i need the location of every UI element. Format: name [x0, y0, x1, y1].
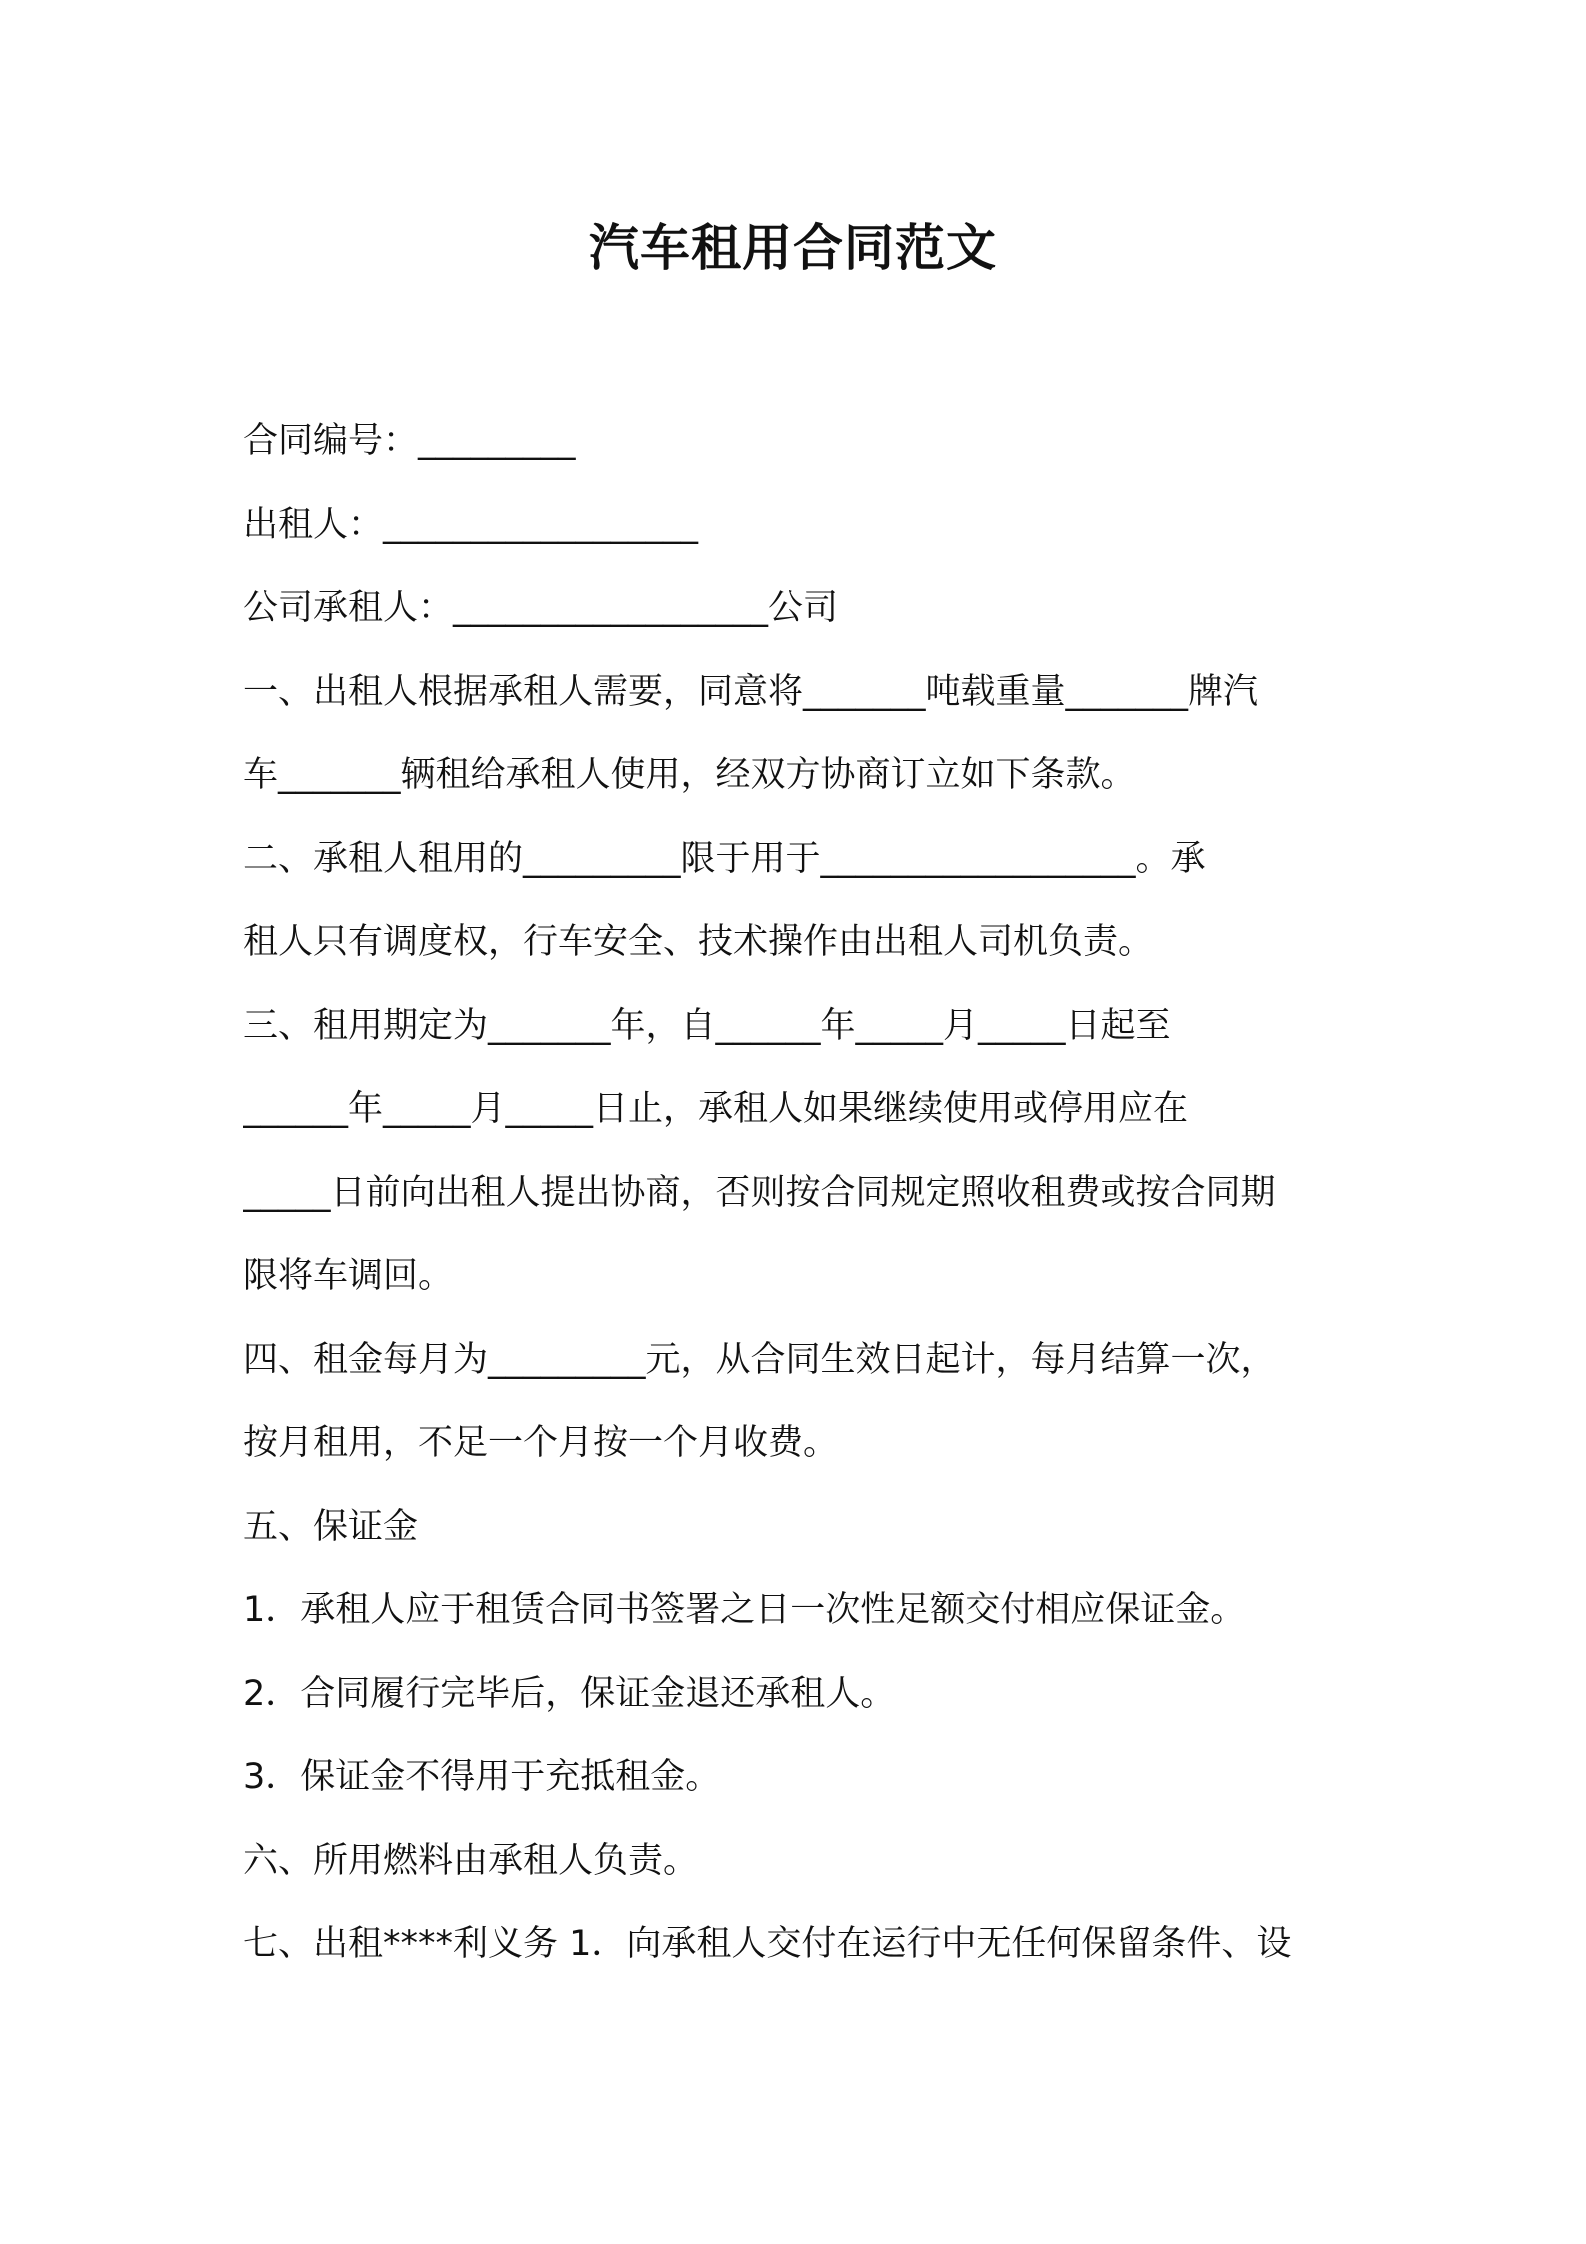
- clause-3-line-3: _____日前向出租人提出协商，否则按合同规定照收租费或按合同期: [243, 1172, 1276, 1213]
- clause-4-line-2: 按月租用，不足一个月按一个月收费。: [243, 1423, 839, 1463]
- clause-5-item-1: 1．承租人应于租赁合同书签署之日一次性足额交付相应保证金。: [243, 1590, 1246, 1630]
- clause-3-line-2: ______年_____月_____日止，承租人如果继续使用或停用应在: [243, 1089, 1189, 1129]
- clause-3-line-1: 三、租用期定为_______年，自______年_____月_____日起至: [243, 1005, 1171, 1046]
- clause-1-line-2: 车_______辆租给承租人使用，经双方协商订立如下条款。: [243, 755, 1136, 795]
- clause-6-line: 六、所用燃料由承租人负责。: [243, 1840, 699, 1881]
- contract-number-line: 合同编号：_________: [243, 421, 576, 461]
- document-body: [243, 400, 1373, 1987]
- clause-2-line-2: 租人只有调度权，行车安全、技术操作由出租人司机负责。: [243, 922, 1154, 962]
- clause-4-line-1: 四、租金每月为_________元，从合同生效日起计，每月结算一次，: [243, 1339, 1276, 1380]
- clause-2-line-1: 二、承租人租用的_________限于用于__________________。承: [243, 838, 1206, 879]
- document-title: 汽车租用合同范文: [589, 219, 997, 277]
- clause-5-item-2: 2．合同履行完毕后，保证金退还承租人。: [243, 1673, 896, 1714]
- clause-1-line-1: 一、出租人根据承租人需要，同意将_______吨载重量_______牌汽: [243, 671, 1259, 712]
- clause-5-item-3: 3．保证金不得用于充抵租金。: [243, 1757, 721, 1797]
- clause-3-line-4: 限将车调回。: [243, 1256, 454, 1296]
- clause-5-heading: 五、保证金: [243, 1506, 419, 1547]
- lessee-line: 公司承租人：__________________公司: [243, 588, 839, 628]
- lessor-line: 出租人：__________________: [243, 504, 699, 545]
- clause-7-line-1: 七、出租****利义务 1．向承租人交付在运行中无任何保留条件、设: [243, 1924, 1292, 1964]
